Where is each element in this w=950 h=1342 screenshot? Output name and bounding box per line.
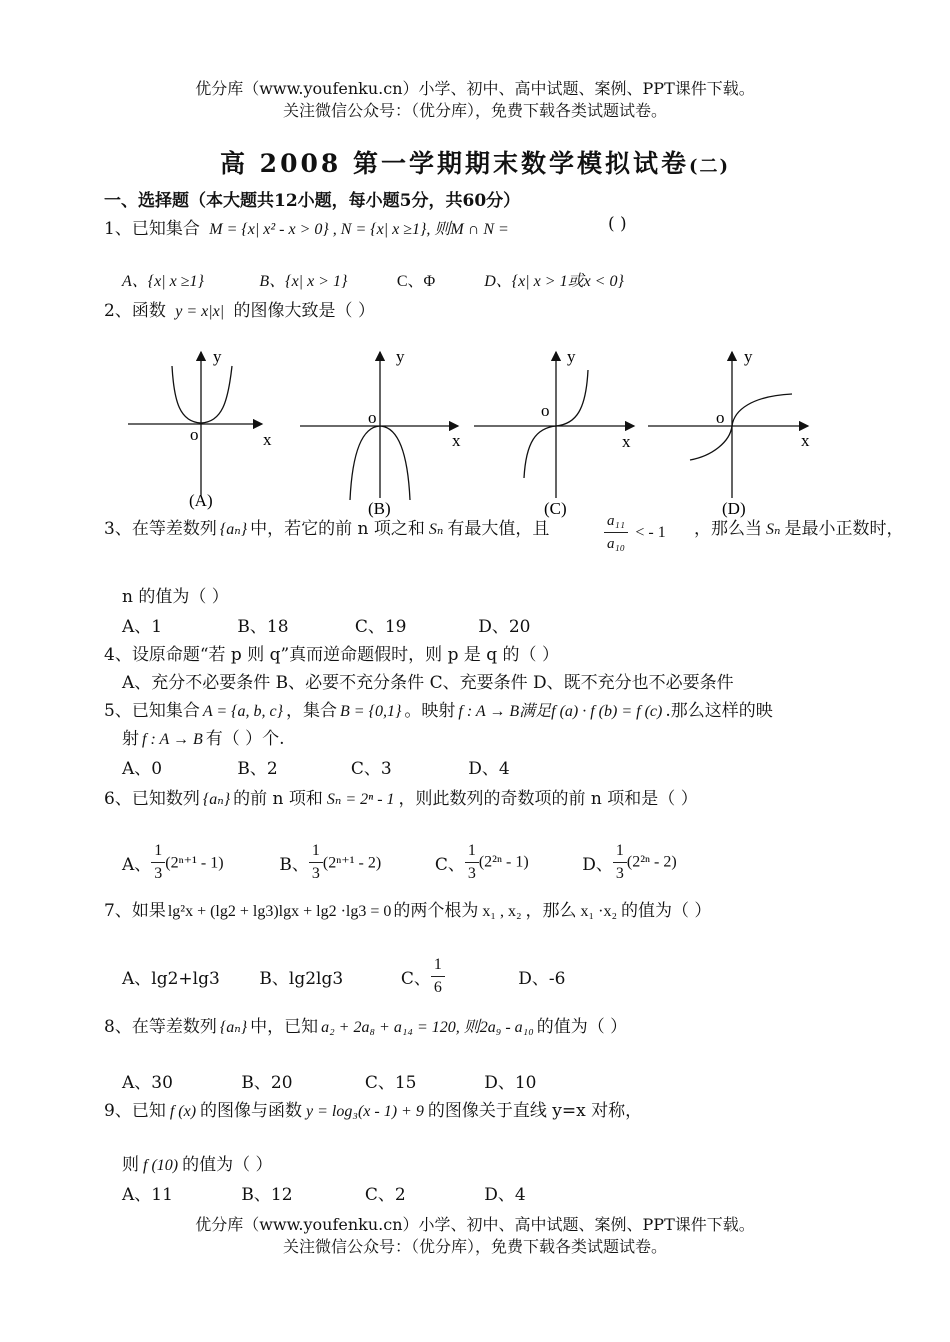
q5-stem-b: ，集合 xyxy=(286,701,338,721)
q1-expr: M = {x| x² - x > 0} , N = {x| x ≥1}, 则M ∩ N = xyxy=(209,221,509,238)
q7-stem-d: 的值为（ ） xyxy=(621,901,712,921)
q5-map: f : A → B满足f (a) · f (b) = f (c) xyxy=(458,703,663,720)
q1-option-d: D、{x| x > 1或x < 0} xyxy=(484,273,624,290)
q5-line2-a: 射 xyxy=(122,729,139,749)
graph-b-y-label: y xyxy=(396,347,405,366)
q7-frac-den: 6 xyxy=(433,979,442,996)
q9-expr: y = log₃(x - 1) + 9 xyxy=(306,1103,424,1120)
q3-options xyxy=(122,612,530,637)
footer-line-2: 关注微信公众号：（优分库），免费下载各类试题试卷。 xyxy=(282,1237,667,1256)
q6-option-a: A、 $\frac{1}{3}$ (2ⁿ⁺¹ - 1) xyxy=(122,840,274,885)
q3-sn: Sₙ xyxy=(428,521,444,538)
q7-option-d: D、-6 xyxy=(518,969,566,989)
q7-stem-c: ，那么 xyxy=(525,901,577,921)
q6-seq: {aₙ} xyxy=(202,791,231,808)
q1-option-c: C、Φ xyxy=(396,273,436,290)
q3-frac-den: a₁₀ xyxy=(607,536,625,552)
graph-d-y-label: y xyxy=(744,347,753,366)
q3-stem-c: 有最大值，且 xyxy=(447,519,550,539)
question-6 xyxy=(104,784,698,809)
q8-stem-c: 的值为（ ） xyxy=(536,1017,628,1037)
q1-stem: 1、已知集合 xyxy=(104,219,200,239)
q9-line-2 xyxy=(122,1150,273,1175)
q9-fx: f (x) xyxy=(169,1103,197,1120)
q9-f10: f (10) xyxy=(143,1157,179,1174)
q5-line-2 xyxy=(122,724,285,749)
q5-stem-d: .那么这样的映 xyxy=(665,701,773,721)
graph-b-x-label: x xyxy=(452,431,461,450)
q6-stem-c: ，则此数列的奇数项的前 n 项和是（ ） xyxy=(398,789,698,809)
graph-c-x-label: x xyxy=(622,432,631,451)
q7-option-a: A、lg2+lg3 xyxy=(122,969,220,989)
graph-d-x-label: x xyxy=(801,431,810,450)
q6-option-b: B、 $\frac{1}{3}$ (2ⁿ⁺¹ - 2) xyxy=(279,842,382,882)
question-8 xyxy=(104,1012,627,1037)
q9-option-a: A、11 xyxy=(122,1185,173,1205)
q5-option-c: C、3 xyxy=(350,759,392,779)
q5-set-a: A = {a, b, c} xyxy=(202,703,284,720)
q2-stem-a: 2、函数 xyxy=(104,301,166,321)
q4-options: A、充分不必要条件 B、必要不充分条件 C、充要条件 D、既不充分也不必要条件 xyxy=(122,673,734,693)
q5-option-d: D、4 xyxy=(468,759,510,779)
q2-stem-b: 的图像大致是（ ） xyxy=(233,301,375,321)
q8-option-b: B、20 xyxy=(241,1073,293,1093)
q3-ineq: < - 1 xyxy=(635,524,666,541)
q6-frac-num: 1 xyxy=(151,840,165,863)
q2-expr: y = x|x| xyxy=(175,303,225,320)
q6-stem-b: 的前 n 项和 xyxy=(233,789,323,809)
section-heading: 一、选择题（本大题共12小题，每小题5分，共60分） xyxy=(104,191,521,211)
q3-option-c: C、19 xyxy=(354,617,407,637)
q6-sn: Sₙ = 2ⁿ - 1 xyxy=(326,791,395,808)
q3-stem-b: 中，若它的前 n 项之和 xyxy=(250,519,425,539)
q3-seq: {aₙ} xyxy=(219,521,248,538)
title-suffix: (二) xyxy=(688,156,731,177)
q5-set-b: B = {0,1} xyxy=(340,703,402,720)
question-9 xyxy=(104,1096,642,1121)
q9-option-d: D、4 xyxy=(484,1185,526,1205)
q1-option-b: B、{x| x > 1} xyxy=(259,273,348,290)
q3-frac-num: a₁₁ xyxy=(604,510,628,533)
graph-d-origin: o xyxy=(716,408,725,427)
q7-frac-num: 1 xyxy=(431,954,445,977)
q9-line2-b: 的值为（ ） xyxy=(182,1155,273,1175)
graph-c-y-label: y xyxy=(567,347,576,366)
graph-a-caption: (A) xyxy=(189,491,213,510)
q8-option-a: A、30 xyxy=(122,1073,173,1093)
q1-paren: ( ) xyxy=(608,214,627,234)
graph-a-origin: o xyxy=(190,425,199,444)
graph-a-x-label: x xyxy=(263,430,272,449)
q6-option-c: C、 $\frac{1}{3}$ (2²ⁿ - 1) xyxy=(434,842,529,882)
q8-option-c: C、15 xyxy=(364,1073,417,1093)
graph-a xyxy=(128,347,272,510)
q3-tail xyxy=(694,514,903,539)
graph-d-caption: (D) xyxy=(722,499,746,518)
q9-option-c: C、2 xyxy=(364,1185,406,1205)
graph-a-curve xyxy=(172,366,232,423)
q4-stem: 4、设原命题“若 p 则 q”真而逆命题假时，则 p 是 q 的（ ） xyxy=(104,645,559,665)
q9-stem-b: 的图像与函数 xyxy=(200,1101,303,1121)
q3-option-d: D、20 xyxy=(478,617,531,637)
q3-sn2: Sₙ xyxy=(766,521,781,538)
q5-stem-c: 。映射 xyxy=(404,701,456,721)
q3-line-2: n 的值为（ ） xyxy=(122,587,229,607)
header-line-2: 关注微信公众号：（优分库），免费下载各类试题试卷。 xyxy=(282,101,667,120)
q8-options xyxy=(122,1068,536,1093)
q2-graphs xyxy=(0,330,950,525)
q6-options xyxy=(122,840,677,885)
question-2 xyxy=(104,296,375,321)
graph-a-y-label: y xyxy=(213,347,222,366)
q8-seq: {aₙ} xyxy=(219,1019,248,1036)
question-5 xyxy=(104,696,773,721)
q5-line2-b: 有（ ）个. xyxy=(205,729,285,749)
q5-map2: f : A → B xyxy=(142,731,203,748)
q7-roots: x₁ , x₂ xyxy=(482,903,522,920)
header-line-1: 优分库（www.youfenku.cn）小学、初中、高中试题、案例、PPT课件下载。 xyxy=(195,79,755,98)
q8-expr: a₂ + 2a₈ + a₁₄ = 120, 则2a₉ - a₁₀ xyxy=(321,1019,534,1036)
graph-c-origin: o xyxy=(541,401,550,420)
q3-fraction xyxy=(604,510,666,555)
q7-options xyxy=(122,954,565,999)
graph-b-origin: o xyxy=(368,408,377,427)
footer-line-1: 优分库（www.youfenku.cn）小学、初中、高中试题、案例、PPT课件下载。 xyxy=(195,1215,755,1234)
q3-stem-d: ，那么当 xyxy=(694,519,762,539)
q7-expr: lg²x + (lg2 + lg3)lgx + lg2 ·lg3 = 0 xyxy=(167,903,392,920)
q8-option-d: D、10 xyxy=(484,1073,537,1093)
q6-frac-den: 3 xyxy=(154,865,163,882)
q8-stem-a: 8、在等差数列 xyxy=(104,1017,217,1037)
q9-line2-a: 则 xyxy=(122,1155,139,1175)
question-1 xyxy=(104,214,509,239)
q3-stem-a: 3、在等差数列 xyxy=(104,519,217,539)
q6-option-d: D、 $\frac{1}{3}$ (2²ⁿ - 2) xyxy=(582,842,677,882)
graph-c-caption: (C) xyxy=(544,499,567,518)
q1-option-a: A、{x| x ≥1} xyxy=(122,273,204,290)
q5-option-a: A、0 xyxy=(122,759,163,779)
q8-stem-b: 中，已知 xyxy=(250,1017,319,1037)
graph-b-caption: (B) xyxy=(368,499,391,518)
q3-option-b: B、18 xyxy=(237,617,289,637)
q1-options xyxy=(122,268,624,291)
q9-options xyxy=(122,1180,526,1205)
question-3 xyxy=(104,514,549,539)
q9-option-b: B、12 xyxy=(241,1185,293,1205)
q9-stem-c: 的图像关于直线 y=x 对称， xyxy=(427,1101,643,1121)
q9-stem-a: 9、已知 xyxy=(104,1101,166,1121)
graph-c xyxy=(474,347,634,518)
q6-stem-a: 6、已知数列 xyxy=(104,789,200,809)
q7-stem-b: 的两个根为 xyxy=(393,901,479,921)
graph-d-curve xyxy=(690,394,792,460)
q7-prod: x₁ ·x₂ xyxy=(580,903,618,920)
graph-d xyxy=(648,347,810,518)
question-7 xyxy=(104,896,711,921)
title-main: 高 2008 第一学期期末数学模拟试卷 xyxy=(219,149,689,178)
q5-stem-a: 5、已知集合 xyxy=(104,701,200,721)
q3-stem-e: 是最小正数时， xyxy=(784,519,904,539)
q3-option-a: A、1 xyxy=(122,617,163,637)
q5-option-b: B、2 xyxy=(237,759,278,779)
q7-option-c: C、 $\frac{1}{6}$ xyxy=(401,954,513,999)
graph-b xyxy=(300,347,461,518)
q7-option-b: B、lg2lg3 xyxy=(259,969,344,989)
q5-options xyxy=(122,754,510,779)
page-title xyxy=(0,144,950,180)
q7-stem-a: 7、如果 xyxy=(104,901,166,921)
